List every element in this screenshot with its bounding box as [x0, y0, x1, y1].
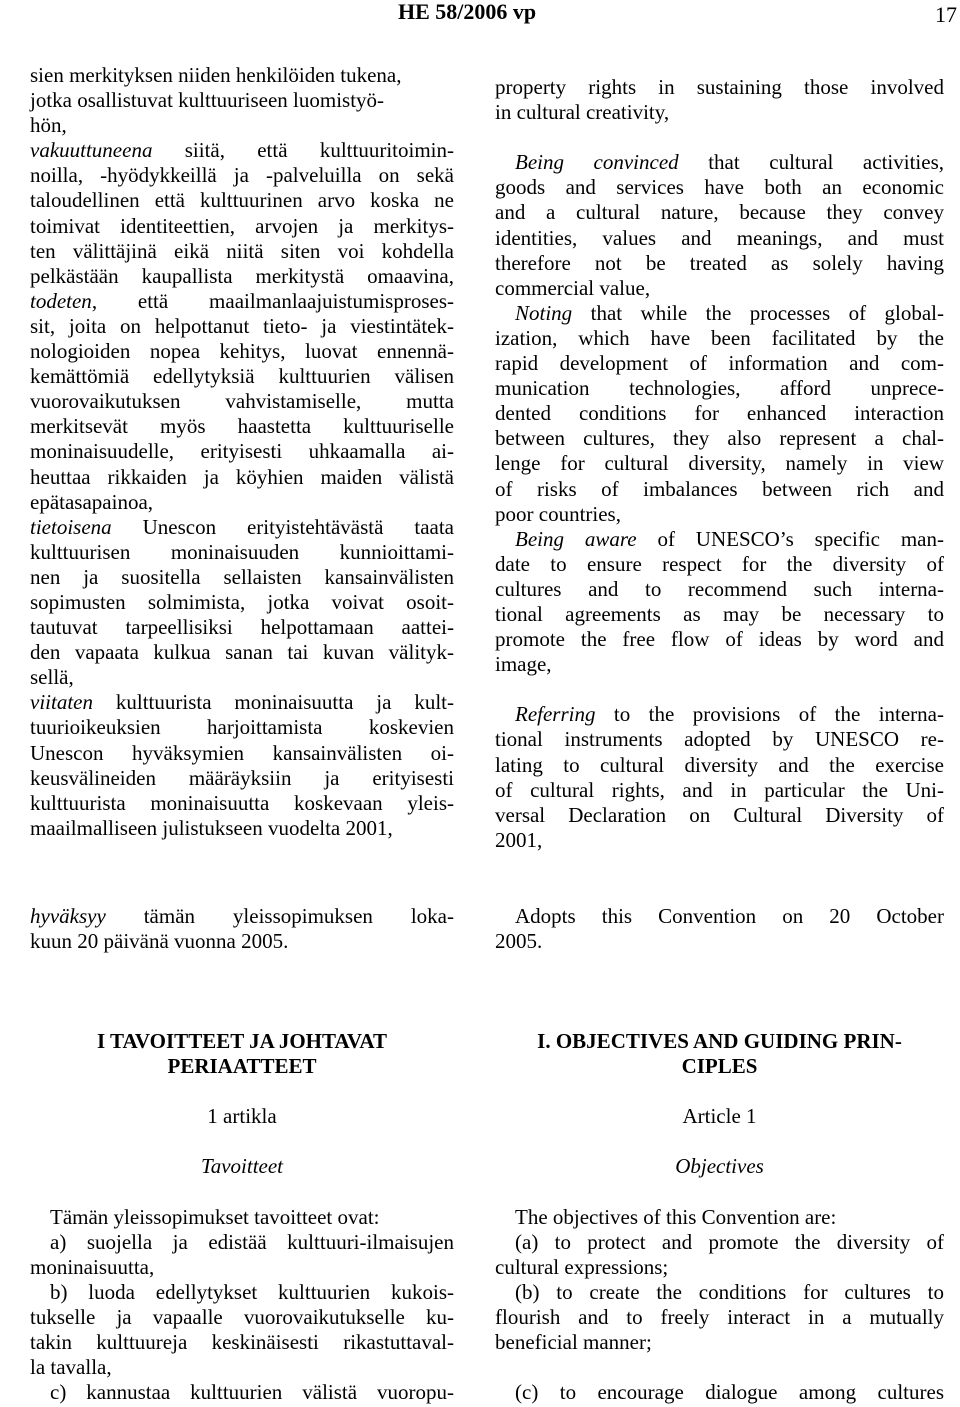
text-line [495, 527, 944, 552]
text-line: heuttaa rikkaiden ja köyhien maiden välistä [30, 464, 454, 489]
text-line: tional agreements as may be necessary to [495, 601, 944, 626]
finnish-adoption [30, 904, 454, 954]
italic-term: todeten [30, 288, 92, 313]
text-line: taloudellinen että kulttuurinen arvo koska ne [30, 188, 454, 213]
text-line: beneficial manner; [495, 1330, 652, 1355]
italic-term: Being aware [515, 526, 637, 551]
text-line: nen ja suositella sellaisten kansainvälisten [30, 564, 454, 589]
italic-term: viitaten [30, 690, 93, 715]
text-line: tautuvat tarpeellisiksi helpottamaan aattei- [30, 615, 454, 640]
running-header: HE 58/2006 vp [398, 0, 537, 24]
text-line: cultural expressions; [495, 1254, 669, 1279]
text-line: kulttuurisen moninaisuuden kunnioittami- [30, 539, 454, 564]
text-line: kulttuurista moninaisuutta koskevaan yleis- [30, 790, 454, 815]
text-line: den vapaata kulkua sanan tai kuvan välityk- [30, 640, 454, 665]
text-line: la tavalla, [30, 1355, 112, 1380]
text-line [495, 150, 944, 175]
text-line: pelkästään kaupallista merkitystä omaavina, [30, 263, 454, 288]
text-line: The objectives of this Convention are: [515, 1204, 837, 1229]
italic-term: hyväksyy [30, 904, 106, 928]
italic-term: Noting [515, 300, 573, 325]
text-line: kemättömiä edellytyksiä kulttuurien välisen [30, 364, 454, 389]
text-line: c) kannustaa kulttuurien välistä vuoropu- [50, 1380, 454, 1405]
text-line [495, 301, 944, 326]
paragraph-gap [495, 677, 944, 702]
text-line: therefore not be treated as solely having [495, 250, 944, 275]
text-line: Adopts this Convention on 20 October [515, 904, 944, 928]
italic-term: Tavoitteet [200, 1154, 284, 1179]
line-text: to the provisions of the interna- [595, 702, 944, 727]
text-line [30, 515, 454, 540]
text-line: keusvälineiden määräyksiin ja erityisesti [30, 765, 454, 790]
english-preamble [495, 75, 944, 853]
line-text: that cultural activities, [678, 150, 944, 175]
italic-term: vakuuttuneena [30, 138, 153, 163]
text-line: kuun 20 päivänä vuonna 2005. [30, 929, 289, 954]
text-line: commercial value, [495, 275, 651, 300]
italic-term: Objectives [675, 1154, 764, 1179]
text-line: toimivat identiteettien, arvojen ja merkitys- [30, 213, 454, 238]
text-line: 2001, [495, 827, 543, 852]
text-line: sopimusten solmimista, jotka voivat osoit- [30, 589, 454, 614]
text-line [30, 1154, 454, 1179]
text-line: lenge for cultural diversity, namely in view [495, 451, 944, 476]
line-text: siitä, että kulttuuritoimin- [152, 138, 454, 163]
text-line: noilla, -hyödykkeillä ja -palveluilla on sekä [30, 163, 454, 188]
line-text: , että maailmanlaajuistumisproses- [91, 288, 454, 313]
finnish-preamble [30, 63, 454, 841]
text-line: tional instruments adopted by UNESCO re- [495, 727, 944, 752]
text-line [495, 702, 944, 727]
text-line: property rights in sustaining those involved [495, 75, 944, 99]
text-line: epätasapainoa, [30, 489, 154, 514]
text-line: sien merkityksen niiden henkilöiden tukena, [30, 63, 402, 87]
text-line: poor countries, [495, 501, 621, 526]
paragraph-gap [30, 1129, 454, 1154]
text-line [30, 289, 454, 314]
italic-term: Being convinced [515, 150, 679, 175]
text-line: munication technologies, afford unprece- [495, 376, 944, 401]
text-line: merkitsevät myös haastetta kulttuuriselle [30, 414, 454, 439]
text-line: ization, which have been facilitated by the [495, 325, 944, 350]
line-text: of UNESCO’s specific man- [636, 526, 944, 551]
line-text: kulttuurista moninaisuutta ja kult- [92, 690, 454, 715]
text-line: nologioiden nopea kehitys, luovat ennennä- [30, 339, 454, 364]
italic-term: Referring [515, 702, 596, 727]
text-line: of cultural rights, and in particular the Uni- [495, 777, 944, 802]
paragraph-gap [495, 1355, 944, 1380]
text-line: vuorovaikutuksen vahvistamiselle, mutta [30, 389, 454, 414]
text-line: cultures and to recommend such interna- [495, 576, 944, 601]
text-line: Article 1 [682, 1104, 757, 1129]
text-line: lating to cultural diversity and the exercise [495, 752, 944, 777]
text-line: and a cultural nature, because they convey [495, 200, 944, 225]
text-line: versal Declaration on Cultural Diversity of [495, 802, 944, 827]
text-line [495, 1154, 944, 1179]
text-line: flourish and to freely interact in a mutually [495, 1305, 944, 1330]
text-line: goods and services have both an economic [495, 175, 944, 200]
text-line: tukselle ja vapaalle vuorovaikutukselle ku- [30, 1305, 454, 1330]
text-line: identities, values and meanings, and must [495, 225, 944, 250]
text-line: ten välittäjinä eikä niitä siten voi kohdella [30, 238, 454, 263]
text-line: sellä, [30, 665, 74, 690]
text-line: (c) to encourage dialogue among cultures [515, 1380, 944, 1405]
text-line: I. OBJECTIVES AND GUIDING PRIN- [537, 1029, 902, 1053]
text-line: b) luoda edellytykset kulttuurien kukois- [50, 1279, 454, 1304]
text-line: PERIAATTEET [167, 1054, 317, 1079]
text-line [30, 904, 454, 929]
text-line: jotka osallistuvat kulttuuriseen luomistyö- [30, 88, 385, 113]
text-line [30, 690, 454, 715]
text-line: between cultures, they also represent a chal- [495, 426, 944, 451]
paragraph-gap [495, 1079, 944, 1104]
text-line: (b) to create the conditions for cultures to [515, 1279, 944, 1304]
text-line: promote the free flow of ideas by word and [495, 627, 944, 652]
text-line: takin kulttuureja keskinäisesti rikastuttaval- [30, 1330, 454, 1355]
paragraph-gap [30, 1079, 454, 1104]
text-line: a) suojella ja edistää kulttuuri-ilmaisujen [50, 1229, 454, 1254]
text-line [30, 138, 454, 163]
text-line: I TAVOITTEET JA JOHTAVAT [96, 1029, 387, 1053]
text-line: tuurioikeuksien harjoittamista koskevien [30, 715, 454, 740]
text-line: maailmalliseen julistukseen vuodelta 2001, [30, 815, 393, 840]
text-line: Tämän yleissopimukset tavoitteet ovat: [50, 1204, 380, 1229]
page-number: 17 [935, 2, 957, 27]
text-line: dented conditions for enhanced interaction [495, 401, 944, 426]
finnish-article-1 [30, 1029, 454, 1405]
paragraph-gap [495, 125, 944, 150]
text-line: Unescon hyväksymien kansainvälisten oi- [30, 740, 454, 765]
text-line: in cultural creativity, [495, 100, 670, 125]
line-text: Unescon erityistehtävästä taata [111, 514, 454, 539]
paragraph-gap [495, 1180, 944, 1205]
line-text: that while the processes of global- [572, 300, 944, 325]
text-line: moninaisuutta, [30, 1254, 155, 1279]
text-line: CIPLES [681, 1054, 758, 1079]
paragraph-gap [30, 1180, 454, 1205]
italic-term: tietoisena [30, 514, 112, 539]
text-line: sit, joita on helpottanut tieto- ja viestintätek- [30, 313, 454, 338]
paragraph-gap [495, 1129, 944, 1154]
text-line: 2005. [495, 929, 543, 954]
text-line: image, [495, 652, 552, 677]
line-text: tämän yleissopimuksen loka- [105, 904, 454, 928]
text-line: of risks of imbalances between rich and [495, 476, 944, 501]
text-line: 1 artikla [207, 1104, 277, 1129]
text-line: moninaisuudelle, erityisesti uhkaamalla ai- [30, 439, 454, 464]
english-adoption [495, 904, 944, 954]
text-line: date to ensure respect for the diversity of [495, 551, 944, 576]
text-line: rapid development of information and com- [495, 351, 944, 376]
text-line: (a) to protect and promote the diversity of [515, 1229, 944, 1254]
english-article-1 [495, 1029, 944, 1405]
text-line: hön, [30, 113, 67, 138]
